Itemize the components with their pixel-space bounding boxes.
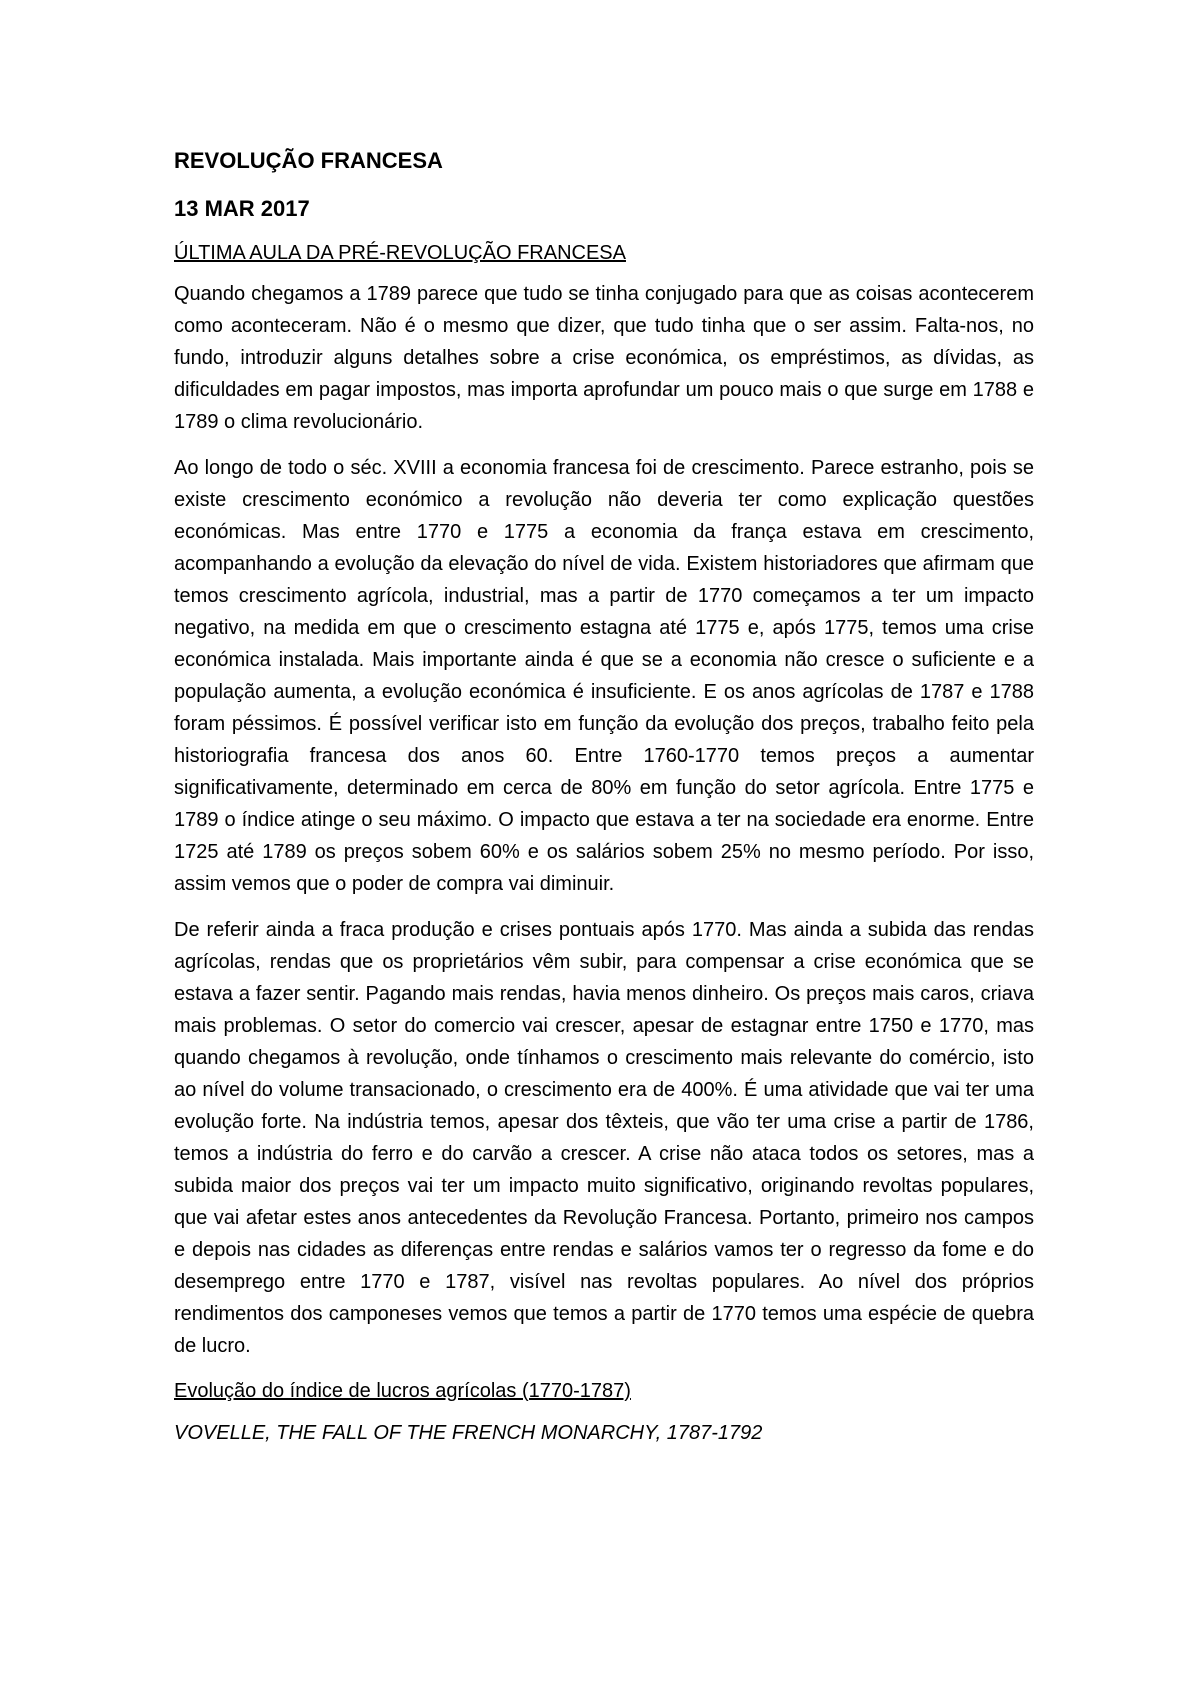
document-date: 13 MAR 2017	[174, 196, 310, 221]
bibliographic-reference: VOVELLE, THE FALL OF THE FRENCH MONARCHY, 1787-1792	[174, 1422, 763, 1444]
document-title: REVOLUÇÃO FRANCESA	[174, 148, 443, 173]
document-subtitle: ÚLTIMA AULA DA PRÉ-REVOLUÇÃO FRANCESA	[174, 242, 626, 264]
document-body	[174, 146, 1034, 1448]
paragraph-2: Ao longo de todo o séc. XVIII a economia francesa foi de crescimento. Parece estranho, pois se existe crescimento económico a revolução não deveria ter como explicação questões económicas. Mas entre 1770 e 1775 a economia da frança estava em crescimento, acompanhando a evolução da elevação do nível de vida. Existem historiadores que afirmam que temos crescimento agrícola, industrial, mas a partir de 1770 começamos a ter um impacto negativo, na medida em que o crescimento estagna até 1775 e, após 1775, temos uma crise económica instalada. Mais importante ainda é que se a economia não cresce o suficiente e a população aumenta, a evolução económica é insuficiente. E os anos agrícolas de 1787 e 1788 foram péssimos. É possível verificar isto em função da evolução dos preços, trabalho feito pela historiografia francesa dos anos 60. Entre 1760-1770 temos preços a aumentar significativamente, determinado em cerca de 80% em função do setor agrícola. Entre 1775 e 1789 o índice atinge o seu máximo. O impacto que estava a ter na sociedade era enorme. Entre 1725 até 1789 os preços sobem 60% e os salários sobem 25% no mesmo período. Por isso, assim vemos que o poder de compra vai diminuir.	[174, 457, 1034, 895]
section-heading: Evolução do índice de lucros agrícolas (1770-1787)	[174, 1380, 631, 1402]
paragraph-1: Quando chegamos a 1789 parece que tudo se tinha conjugado para que as coisas acontecerem como aconteceram. Não é o mesmo que dizer, que tudo tinha que o ser assim. Falta-nos, no fundo, introduzir alguns detalhes sobre a crise económica, os empréstimos, as dívidas, as dificuldades em pagar impostos, mas importa aprofundar um pouco mais o que surge em 1788 e 1789 o clima revolucionário.	[174, 283, 1034, 433]
paragraph-3: De referir ainda a fraca produção e crises pontuais após 1770. Mas ainda a subida das rendas agrícolas, rendas que os proprietários vêm subir, para compensar a crise económica que se estava a fazer sentir. Pagando mais rendas, havia menos dinheiro. Os preços mais caros, criava mais problemas. O setor do comercio vai crescer, apesar de estagnar entre 1750 e 1770, mas quando chegamos à revolução, onde tínhamos o crescimento mais relevante do comércio, isto ao nível do volume transacionado, o crescimento era de 400%. É uma atividade que vai ter uma evolução forte. Na indústria temos, apesar dos têxteis, que vão ter uma crise a partir de 1786, temos a indústria do ferro e do carvão a crescer. A crise não ataca todos os setores, mas a subida maior dos preços vai ter um impacto muito significativo, originando revoltas populares, que vai afetar estes anos antecedentes da Revolução Francesa. Portanto, primeiro nos campos e depois nas cidades as diferenças entre rendas e salários vamos ter o regresso da fome e do desemprego entre 1770 e 1787, visível nas revoltas populares. Ao nível dos próprios rendimentos dos camponeses vemos que temos a partir de 1770 temos uma espécie de quebra de lucro.	[174, 919, 1034, 1357]
